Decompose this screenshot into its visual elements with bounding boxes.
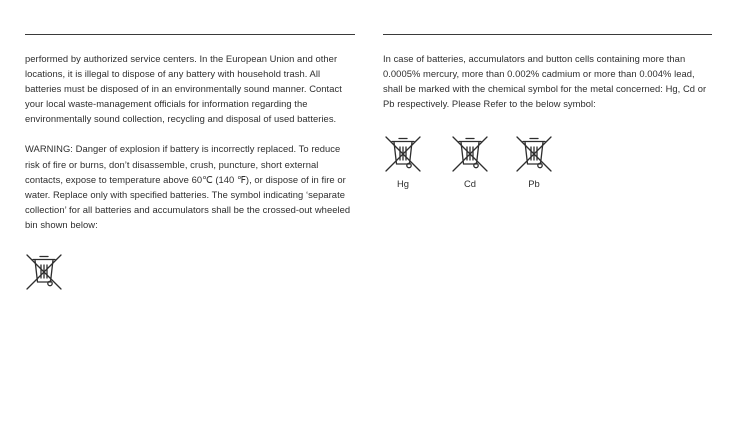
crossed-out-wheeled-bin-icon [383,134,423,174]
crossed-out-wheeled-bin-icon [514,134,554,174]
bin-symbol-cd [450,134,490,190]
left-column [25,51,357,232]
crossed-out-wheeled-bin-icon [450,134,490,174]
chemical-symbols-row [383,134,563,194]
right-column [383,51,713,111]
bin-symbol-hg [383,134,423,190]
disposal-paragraph: performed by authorized service centers. In the European Union and other locations, it is illegal to dispose of any battery with household trash. All batteries must be disposed of in an environmentally sound manner. Contact your local waste-management officials for information regarding the environmentally sound collection, recycling and disposal of used batteries. [25,53,342,125]
symbol-label: Hg [397,178,409,189]
heavy-metal-paragraph: In case of batteries, accumulators and button cells containing more than 0.0005% mercury, more than 0.002% cadmium or more than 0.004% lead, shall be marked with the chemical symbol for the metal concerned: Hg, Cd or Pb respectively. Please Refer to the below symbol: [383,53,707,110]
right-header-rule [383,34,712,35]
symbol-label: Pb [528,178,540,189]
bin-symbol-pb [514,134,554,190]
symbol-label: Cd [464,178,476,189]
crossed-out-wheeled-bin-icon [24,252,64,292]
left-header-rule [25,34,355,35]
warning-paragraph: WARNING: Danger of explosion if battery is incorrectly replaced. To reduce risk of fire or burns, don’t disassemble, crush, puncture, short external contacts, expose to temperature above 60℃ (140 ℉), or dispose of in fire or water. Replace only with specified batteries. The symbol indicating ‘separate collection’ for all batteries and accumulators shall be the crossed-out wheeled bin shown below: [25,143,351,230]
